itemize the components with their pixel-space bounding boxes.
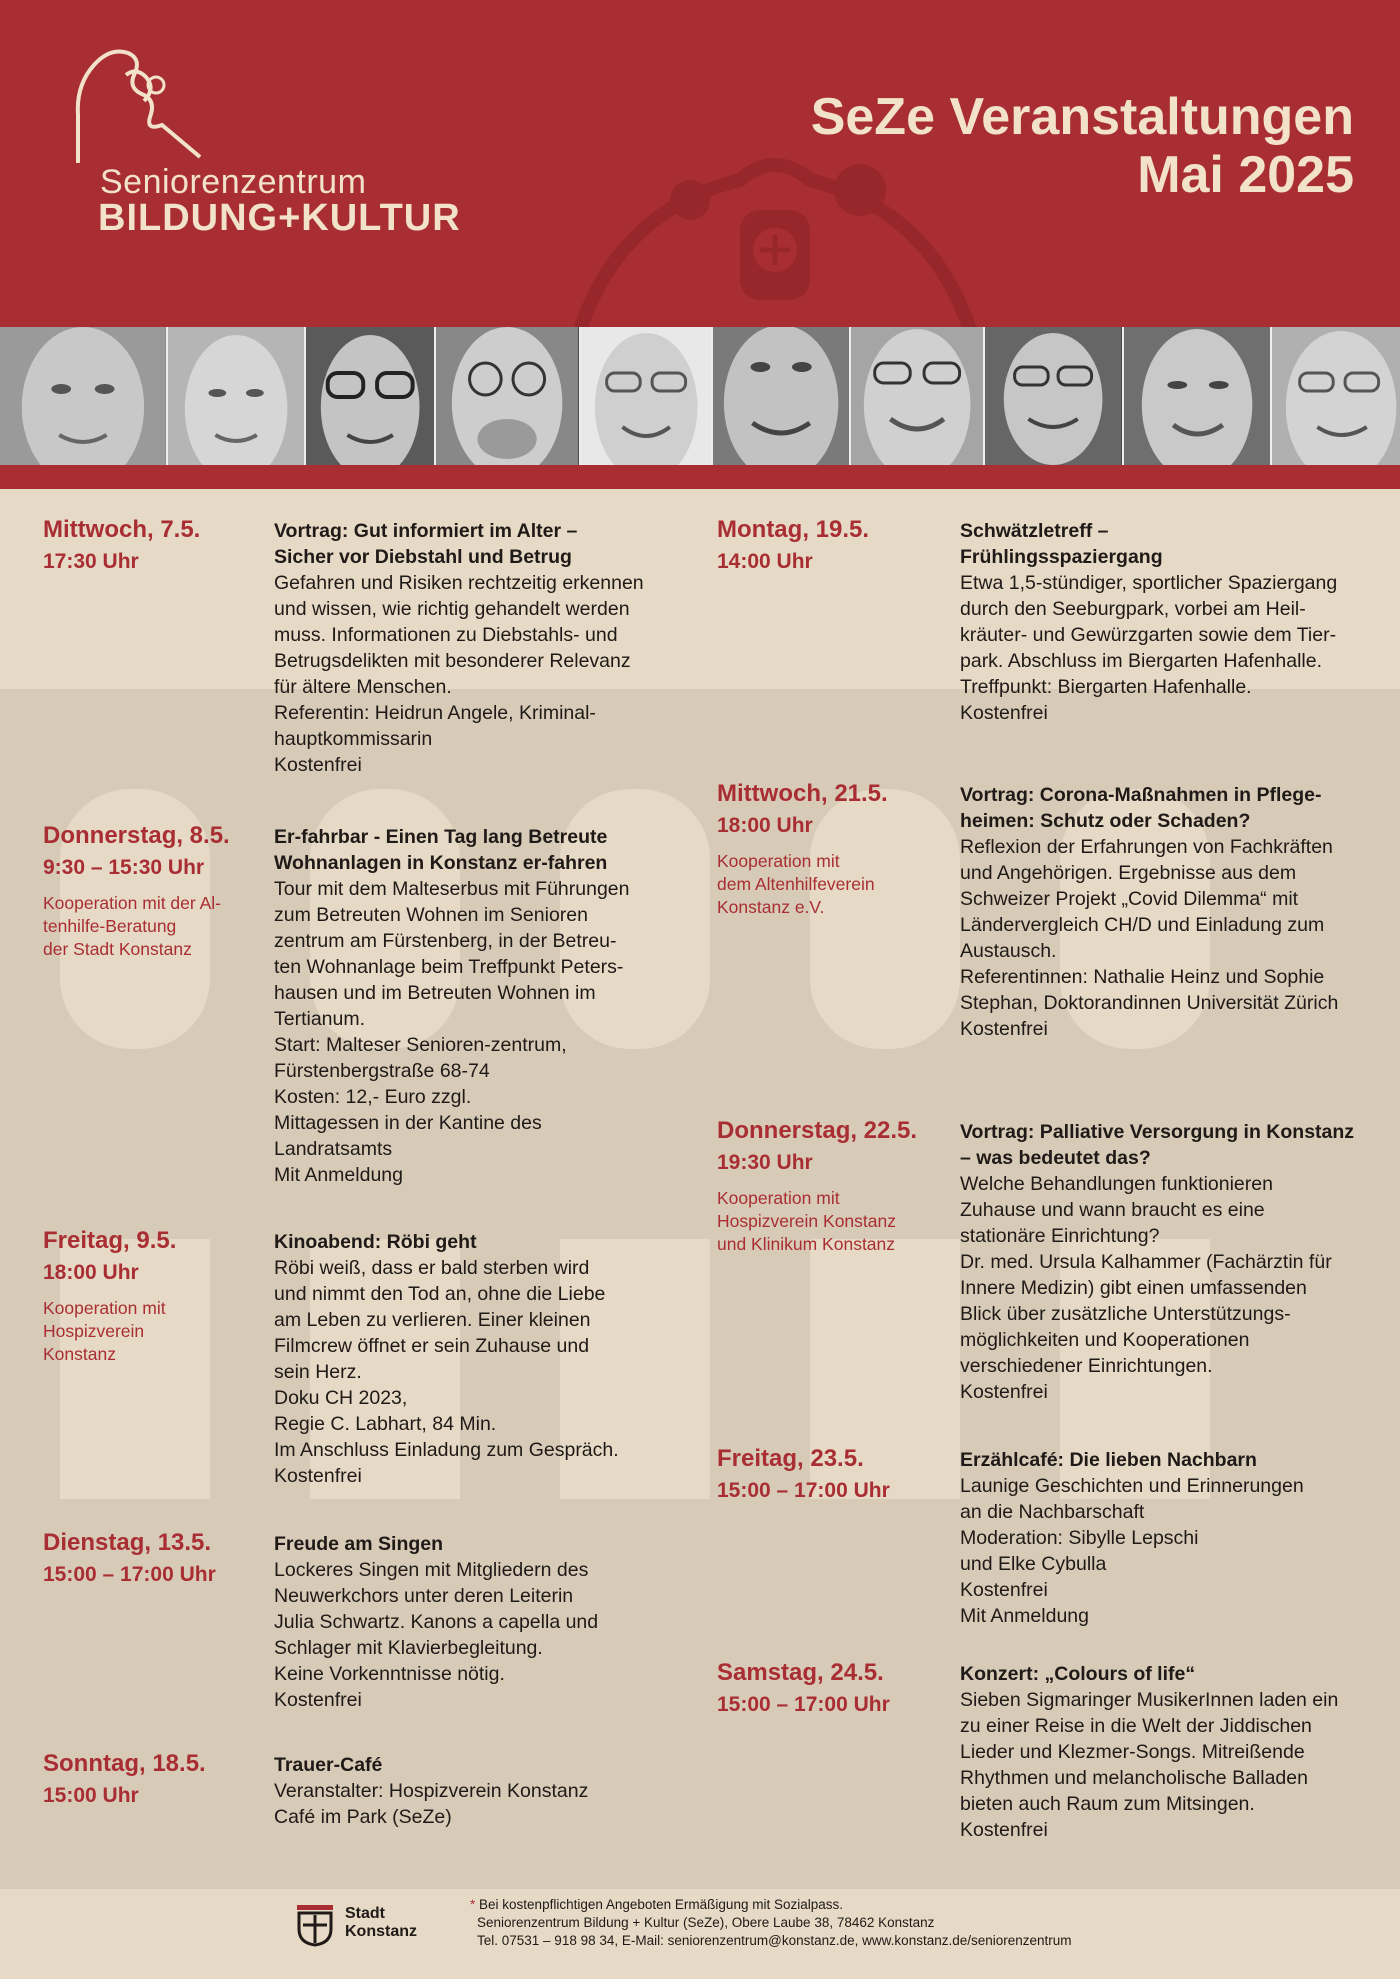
event-title: Vortrag: Gut informiert im Alter – Sicher vor Diebstahl und Betrug xyxy=(274,520,578,568)
city-shield-icon xyxy=(295,1903,335,1947)
logo-text-seniorenzentrum: Seniorenzentrum xyxy=(100,163,367,201)
event-date: Dienstag, 13.5. xyxy=(43,1529,212,1556)
event-time: 19:30 Uhr xyxy=(717,1151,813,1174)
event-date: Samstag, 24.5. xyxy=(717,1659,884,1686)
event-time: 17:30 Uhr xyxy=(43,550,139,573)
portrait-photo xyxy=(436,327,580,465)
event-description: Veranstalter: Hospizverein Konstanz Café im Park (SeZe) xyxy=(274,1780,589,1828)
portrait-photo xyxy=(0,327,168,465)
event-description: Etwa 1,5-stündiger, sportlicher Spaziergang durch den Seeburgpark, vorbei am Heil- kräuter- und Gewürzgarten sowie dem Tier- park. Abschluss im Biergarten Hafenhalle. Treffpunkt: Biergarten Hafenhalle. Kostenfrei xyxy=(960,572,1338,724)
event-body xyxy=(960,1447,1380,1629)
event-cooperation-note: Kooperation mit Hospizverein Konstanz xyxy=(43,1298,166,1364)
event-title: Freude am Singen xyxy=(274,1533,444,1555)
title-line-2: Mai 2025 xyxy=(1137,146,1354,204)
event-time: 18:00 Uhr xyxy=(43,1261,139,1284)
event-description: Gefahren und Risiken rechtzeitig erkennen und wissen, wie richtig gehandelt werden muss. Informationen zu Diebstahls- und Betrugsdelikten mit besonderer Relevanz für ältere Menschen. Referentin: Heidrun Angele, Kriminal- hauptkommissarin Kostenfrei xyxy=(274,572,644,776)
event-body xyxy=(960,1119,1380,1405)
event-title: Kinoabend: Röbi geht xyxy=(274,1231,477,1253)
event-date: Mittwoch, 7.5. xyxy=(43,516,201,543)
portrait-strip xyxy=(0,327,1400,465)
event-title: Konzert: „Colours of life“ xyxy=(960,1663,1196,1685)
event-description: Welche Behandlungen funktionieren Zuhause und wann braucht es eine stationäre Einrichtung? Dr. med. Ursula Kalhammer (Fachärztin für Innere Medizin) gibt einen umfassenden Blick über zusätzliche Unterstützungs- möglichkeiten und Kooperationen verschiedener Einrichtungen. Kostenfrei xyxy=(960,1173,1332,1403)
event-date: Freitag, 23.5. xyxy=(717,1445,864,1472)
portrait-photo xyxy=(851,327,985,465)
event-description: Sieben Sigmaringer MusikerInnen laden ein zu einer Reise in die Welt der Jiddischen Lieder und Klezmer-Songs. Mitreißende Rhythmen und melancholische Balladen bieten auch Raum zum Mitsingen. Kostenfrei xyxy=(960,1689,1339,1841)
footer-line-1 xyxy=(470,1896,1370,1914)
event-cooperation-note: Kooperation mit Hospizverein Konstanz und Klinikum Konstanz xyxy=(717,1188,896,1254)
footer-line-3: Tel. 07531 – 918 98 34, E-Mail: seniorenzentrum@konstanz.de, www.konstanz.de/seniorenzentrum xyxy=(477,1933,1072,1948)
header-banner xyxy=(0,0,1400,327)
event-time: 15:00 – 17:00 Uhr xyxy=(717,1479,890,1502)
city-logo-text: Stadt Konstanz xyxy=(345,1905,417,1940)
event-description: Launige Geschichten und Erinnerungen an die Nachbarschaft Moderation: Sibylle Lepschi und Elke Cybulla Kostenfrei Mit Anmeldung xyxy=(960,1475,1304,1627)
silhouette-logo-icon xyxy=(70,45,240,165)
event-cooperation-note: Kooperation mit der Al- tenhilfe-Beratung der Stadt Konstanz xyxy=(43,893,222,959)
event-description: Lockeres Singen mit Mitgliedern des Neuwerkchors unter deren Leiterin Julia Schwartz. Kanons a capella und Schlager mit Klavierbegleitung. Keine Vorkenntnisse nötig. Kostenfrei xyxy=(274,1559,599,1711)
portrait-photo xyxy=(985,327,1123,465)
event-time: 15:00 – 17:00 Uhr xyxy=(717,1693,890,1716)
event-description: Tour mit dem Malteserbus mit Führungen zum Betreuten Wohnen im Senioren zentrum am Fürstenberg, in der Betreu- ten Wohnanlage beim Treffpunkt Peters- hausen und im Betreuten Wohnen im Tertianum. Start: Malteser Senioren-zentrum, Fürstenbergstraße 68-74 Kosten: 12,- Euro zzgl. Mittagessen in der Kantine des Landratsamts Mit Anmeldung xyxy=(274,878,630,1186)
footer-line-2: Seniorenzentrum Bildung + Kultur (SeZe), Obere Laube 38, 78462 Konstanz xyxy=(477,1915,935,1930)
event-body xyxy=(274,824,699,1188)
event-title: Erzählcafé: Die lieben Nachbarn xyxy=(960,1449,1257,1471)
event-body xyxy=(274,1752,699,1830)
footer-info xyxy=(470,1896,1370,1950)
event-body xyxy=(274,518,699,778)
event-body xyxy=(960,518,1380,726)
page-title xyxy=(811,88,1354,204)
event-time: 9:30 – 15:30 Uhr xyxy=(43,856,205,879)
event-body xyxy=(274,1531,699,1713)
event-date: Freitag, 9.5. xyxy=(43,1227,177,1254)
event-title: Er-fahrbar - Einen Tag lang Betreute Wohnanlagen in Konstanz er-fahren xyxy=(274,826,608,874)
portrait-photo xyxy=(306,327,436,465)
event-title: Schwätzletreff – Frühlingsspaziergang xyxy=(960,520,1163,568)
event-body xyxy=(960,1661,1380,1843)
logo-text-bildung-kultur: BILDUNG+KULTUR xyxy=(98,197,461,239)
event-time: 15:00 Uhr xyxy=(43,1784,139,1807)
event-description: Reflexion der Erfahrungen von Fachkräften und Angehörigen. Ergebnisse aus dem Schweizer Projekt „Covid Dilemma“ mit Ländervergleich CH/D und Einladung zum Austausch. Referentinnen: Nathalie Heinz und Sophie Stephan, Doktorandinnen Universität Zürich Kostenfrei xyxy=(960,836,1339,1040)
event-description: Röbi weiß, dass er bald sterben wird und nimmt den Tod an, ohne die Liebe am Leben zu verlieren. Einer kleinen Filmcrew öffnet er sein Zuhause und sein Herz. Doku CH 2023, Regie C. Labhart, 84 Min. Im Anschluss Einladung zum Gespräch. Kostenfrei xyxy=(274,1257,619,1487)
portrait-photo xyxy=(713,327,851,465)
event-time: 18:00 Uhr xyxy=(717,814,813,837)
event-date: Sonntag, 18.5. xyxy=(43,1750,206,1777)
event-time: 15:00 – 17:00 Uhr xyxy=(43,1563,216,1586)
event-date: Montag, 19.5. xyxy=(717,516,870,543)
event-time: 14:00 Uhr xyxy=(717,550,813,573)
event-date: Donnerstag, 22.5. xyxy=(717,1117,918,1144)
event-title: Vortrag: Palliative Versorgung in Konstanz – was bedeutet das? xyxy=(960,1121,1355,1169)
footer-line-1-text: Bei kostenpflichtigen Angeboten Ermäßigung mit Sozialpass. xyxy=(479,1897,843,1912)
event-title: Trauer-Café xyxy=(274,1754,383,1776)
portrait-photo xyxy=(168,327,306,465)
portrait-photo xyxy=(581,327,713,465)
stadt-konstanz-logo xyxy=(295,1903,435,1953)
event-body xyxy=(274,1229,699,1489)
event-date: Mittwoch, 21.5. xyxy=(717,780,888,807)
title-line-1: SeZe Veranstaltungen xyxy=(810,88,1354,146)
event-body xyxy=(960,782,1380,1042)
event-title: Vortrag: Corona-Maßnahmen in Pflege- heimen: Schutz oder Schaden? xyxy=(960,784,1322,832)
divider-strip xyxy=(0,465,1400,489)
event-date: Donnerstag, 8.5. xyxy=(43,822,230,849)
event-cooperation-note: Kooperation mit dem Altenhilfeverein Konstanz e.V. xyxy=(717,851,875,917)
portrait-photo xyxy=(1124,327,1272,465)
seze-logo xyxy=(70,45,461,239)
footnote-star: * xyxy=(470,1897,476,1912)
portrait-photo xyxy=(1272,327,1400,465)
